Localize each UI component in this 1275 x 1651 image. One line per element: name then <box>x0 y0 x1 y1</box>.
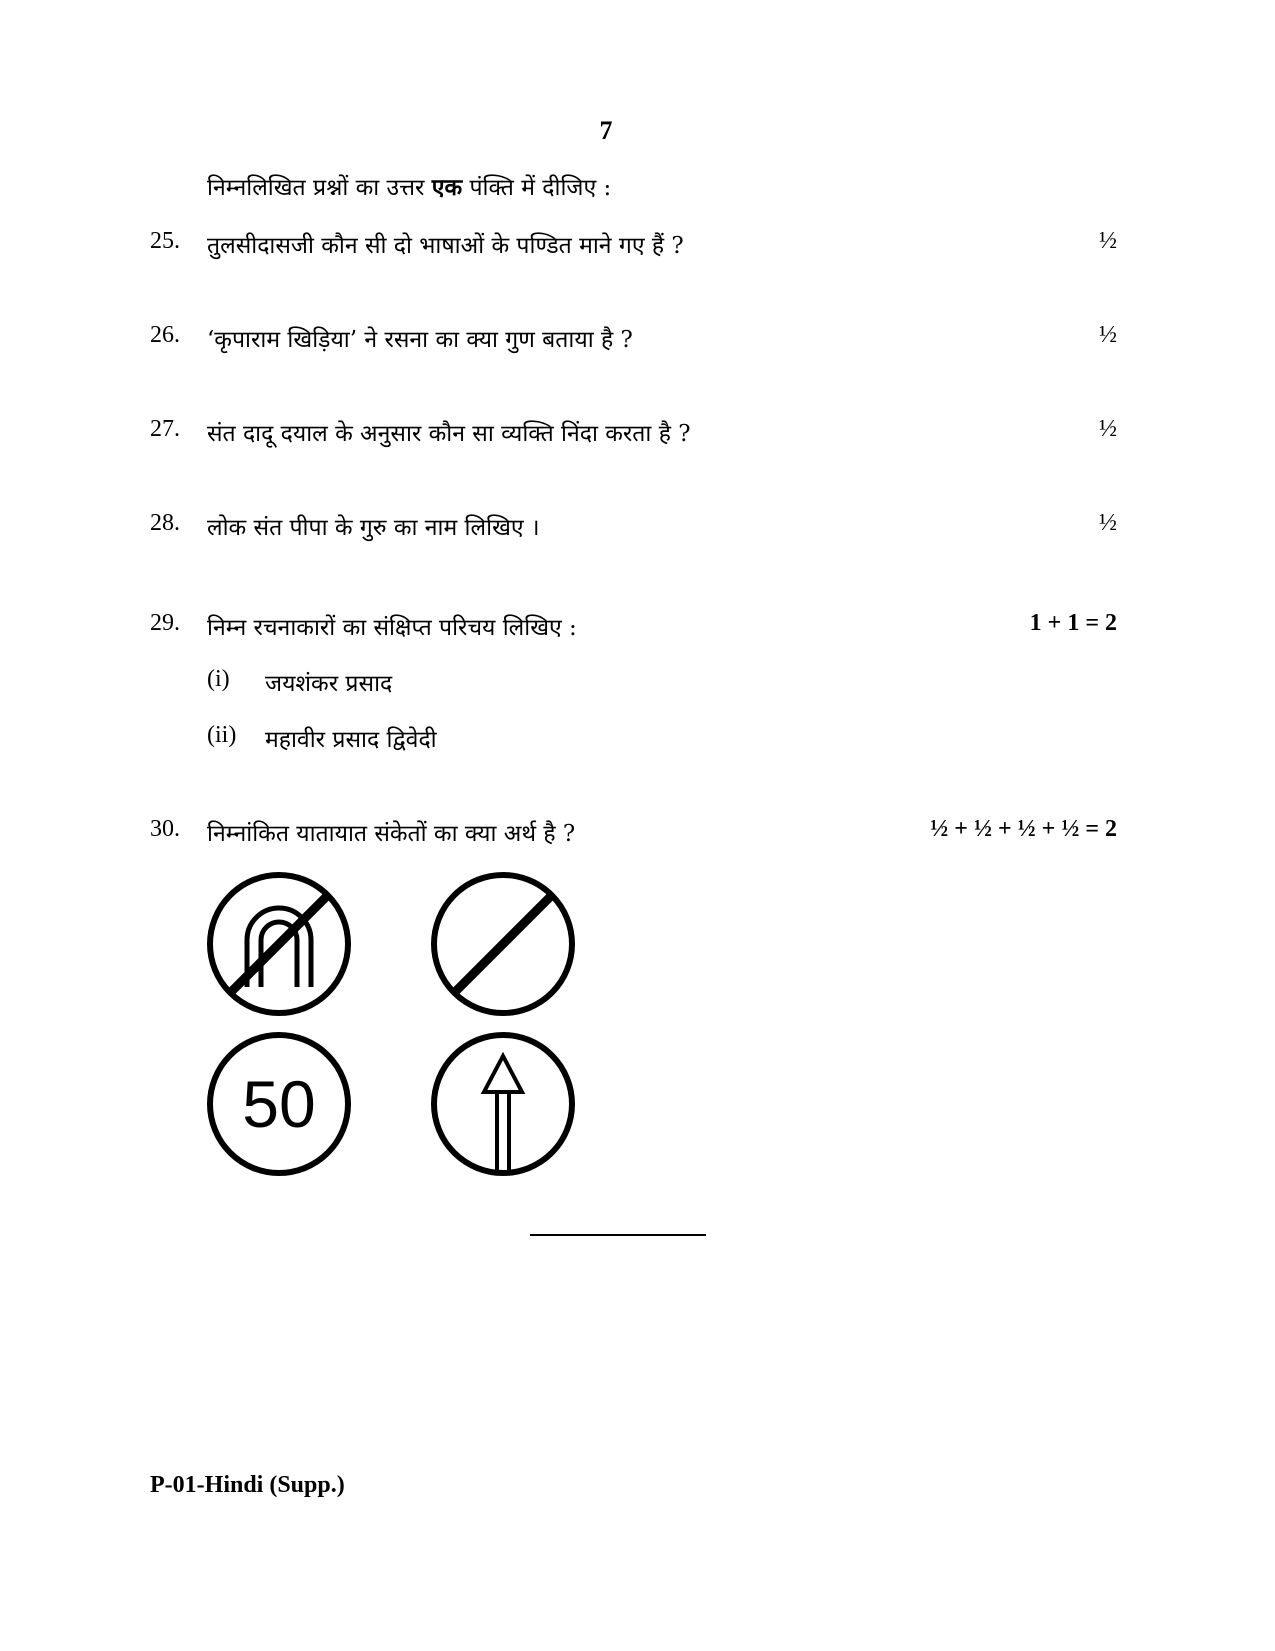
end-of-restrictions-sign-icon <box>429 870 577 1018</box>
instruction-emphasis: एक <box>431 174 463 201</box>
instruction-text-end: पंक्ति में दीजिए : <box>462 175 612 201</box>
question-30 <box>0 816 1275 850</box>
question-28 <box>0 510 1275 544</box>
speed-limit-sign-icon <box>205 1030 353 1178</box>
end-of-paper-rule <box>530 1234 706 1236</box>
speed-limit-value: 50 <box>242 1067 316 1141</box>
question-number: 27. <box>150 416 180 442</box>
question-marks: ½ <box>1099 510 1117 536</box>
no-u-turn-sign-icon <box>205 870 353 1018</box>
question-25 <box>0 228 1275 262</box>
question-marks: ½ <box>1099 322 1117 348</box>
question-text: निम्न रचनाकारों का संक्षिप्त परिचय लिखिए : <box>207 615 577 641</box>
question-26 <box>0 322 1275 356</box>
question-number: 26. <box>150 322 180 348</box>
question-27 <box>0 416 1275 450</box>
question-29 <box>0 610 1275 644</box>
question-number: 28. <box>150 510 180 536</box>
straight-ahead-sign-icon <box>429 1030 577 1178</box>
sub-item-text: जयशंकर प्रसाद <box>265 671 393 697</box>
page-number: 7 <box>599 116 613 145</box>
question-text: तुलसीदासजी कौन सी दो भाषाओं के पण्डित माने गए हैं ? <box>207 233 684 259</box>
question-number: 29. <box>150 610 180 636</box>
question-marks: 1 + 1 = 2 <box>1029 610 1117 636</box>
question-marks: ½ + ½ + ½ + ½ = 2 <box>930 816 1117 842</box>
instruction-text: निम्नलिखित प्रश्नों का उत्तर <box>207 175 432 201</box>
question-text: लोक संत पीपा के गुरु का नाम लिखिए । <box>207 515 540 541</box>
section-instruction <box>207 170 611 202</box>
question-number: 25. <box>150 228 180 254</box>
sub-item-label: (ii) <box>207 722 237 748</box>
question-marks: ½ <box>1099 416 1117 442</box>
sub-item-text: महावीर प्रसाद द्विवेदी <box>265 727 437 753</box>
sub-item-label: (i) <box>207 666 230 692</box>
paper-code-footer: P-01-Hindi (Supp.) <box>150 1472 345 1498</box>
question-text: निम्नांकित यातायात संकेतों का क्या अर्थ है ? <box>207 821 576 847</box>
question-text: ‘कृपाराम खिड़िया’ ने रसना का क्या गुण बताया है ? <box>207 327 633 353</box>
question-marks: ½ <box>1099 228 1117 254</box>
question-number: 30. <box>150 816 180 842</box>
question-text: संत दादू दयाल के अनुसार कौन सा व्यक्ति निंदा करता है ? <box>207 421 691 447</box>
